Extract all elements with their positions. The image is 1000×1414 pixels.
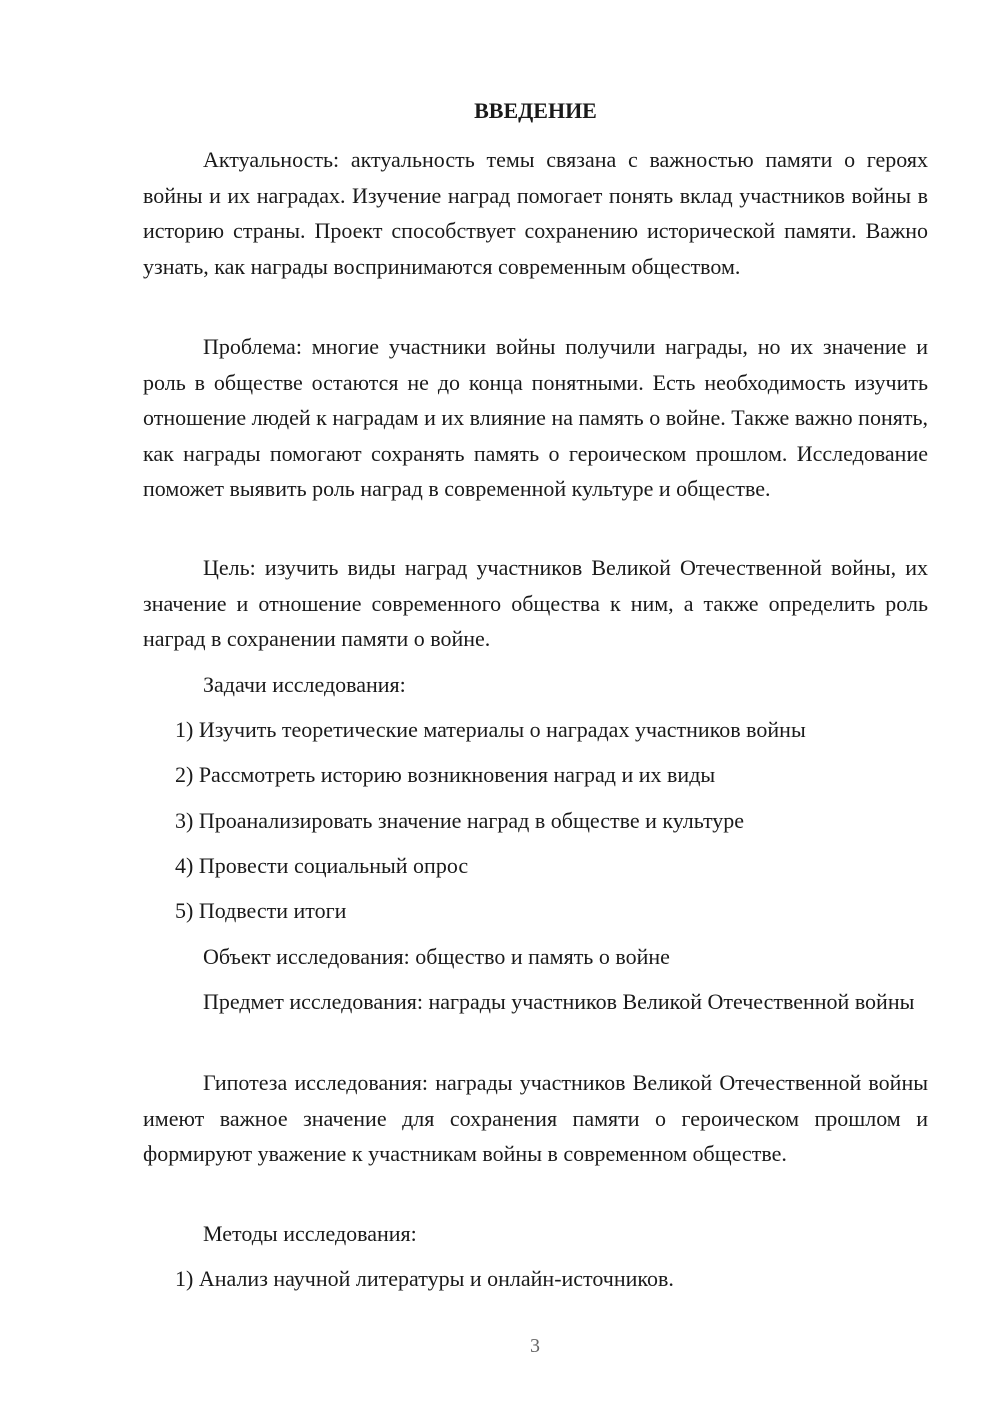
task-item: 1) Изучить теоретические материалы о наградах участников войны: [175, 717, 806, 742]
subject-paragraph: Предмет исследования: награды участников Великой Отечественной войны: [203, 989, 915, 1014]
task-item: 2) Рассмотреть историю возникновения наград и их виды: [175, 762, 716, 787]
goal-paragraph: Цель: изучить виды наград участников Великой Отечественной войны, их значение и отношение современного общества к ним, а также определить роль наград в сохранении памяти о войне.: [143, 555, 928, 651]
tasks-label: Задачи исследования:: [203, 672, 406, 697]
problem-paragraph: Проблема: многие участники войны получили награды, но их значение и роль в обществе остаются не до конца понятными. Есть необходимость изучить отношение людей к наградам и их влияние на память о войне. Также важно понять, как награды помогают сохранять память о героическом прошлом. Исследование поможет выявить роль наград в современной культуре и обществе.: [143, 334, 928, 501]
page-number: 3: [530, 1335, 540, 1357]
relevance-paragraph: Актуальность: актуальность темы связана с важностью памяти о героях войны и их наградах. Изучение наград помогает понять вклад участников войны в историю страны. Проект способствует сохранению исторической памяти. Важно узнать, как награды воспринимаются современным обществом.: [143, 147, 928, 279]
task-item: 3) Проанализировать значение наград в обществе и культуре: [175, 808, 745, 833]
task-item: 5) Подвести итоги: [175, 898, 347, 923]
hypothesis-paragraph: Гипотеза исследования: награды участников Великой Отечественной войны имеют важное значение для сохранения памяти о героическом прошлом и формируют уважение к участникам войны в современном обществе.: [143, 1070, 928, 1166]
task-item: 4) Провести социальный опрос: [175, 853, 469, 878]
methods-label: Методы исследования:: [203, 1221, 417, 1246]
section-heading: ВВЕДЕНИЕ: [474, 98, 597, 123]
method-item: 1) Анализ научной литературы и онлайн-источников.: [175, 1266, 674, 1291]
object-paragraph: Объект исследования: общество и память о войне: [203, 944, 670, 969]
